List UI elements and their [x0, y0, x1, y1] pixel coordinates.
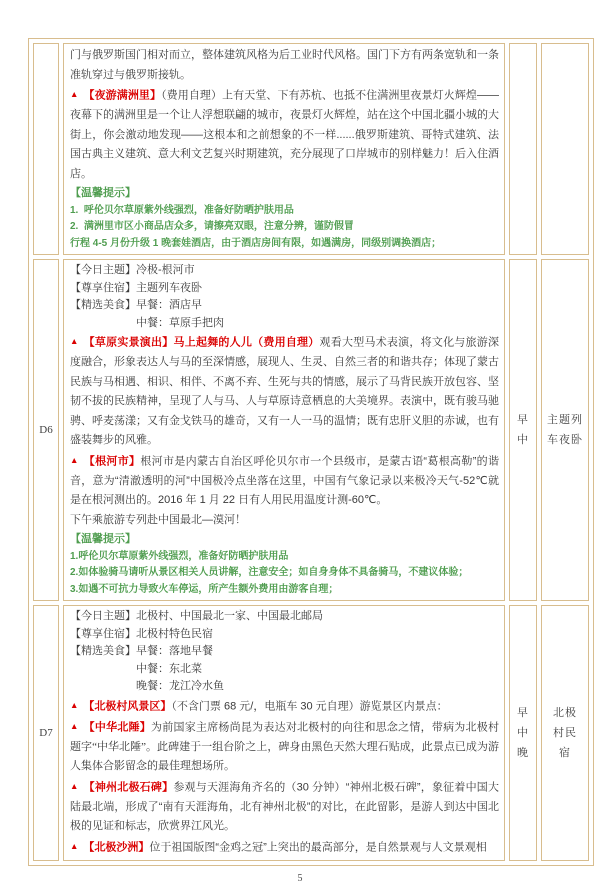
itinerary-paragraph [70, 280, 499, 298]
meals-cell [509, 259, 537, 601]
text-segment: 位于祖国版图“金鸡之冠”上突出的最高部分，是自然景观与人文景观相 [149, 841, 487, 853]
meal-label: 早 [517, 414, 529, 426]
text-segment: 为前国家主席杨尚昆为表达对北极村的向往和思念之情，带病为北极村题字“中华北陲”。此碑建于一组台阶之上，碑身由黑色天然大理石贴成，此景点已成为游人集体合影留念的最佳理想场所。 [70, 721, 499, 772]
itinerary-paragraph [70, 262, 499, 280]
day-cell [33, 605, 59, 861]
itinerary-paragraph [70, 626, 499, 644]
itinerary-row [33, 605, 589, 861]
text-segment: 【北极沙洲】 [83, 841, 150, 853]
red-triangle-icon: ▲ [70, 454, 79, 465]
text-segment: 门与俄罗斯国门相对而立，整体建筑风格为后工业时代风格。国门下方有两条宽轨和一条准轨穿过与俄罗斯接轨。 [70, 49, 499, 81]
text-segment: 行程 4-5 月份升级 1 晚套娃酒店，由于酒店房间有限，如遇满房，同级别调换酒店； [70, 237, 442, 249]
day-label: D7 [39, 726, 53, 739]
text-segment: 【温馨提示】 [70, 187, 136, 199]
red-triangle-icon: ▲ [70, 780, 79, 791]
page-number: 5 [297, 872, 303, 884]
text-segment: 【中华北陲】 [83, 721, 152, 733]
text-segment: 2. 满洲里市区小商品店众多，请擦亮双眼，注意分辨，谨防假冒 [70, 221, 354, 232]
tip-paragraph [70, 531, 499, 547]
tip-paragraph [70, 203, 499, 218]
tip-paragraph [70, 565, 499, 580]
text-segment: 【精选美食】早餐：酒店早 [70, 299, 202, 311]
text-segment: 1. 呼伦贝尔草原紫外线强烈，准备好防晒护肤用品 [70, 204, 294, 216]
itinerary-paragraph [70, 717, 499, 777]
text-segment: 【夜游满洲里】 [83, 89, 162, 102]
text-segment: （不含门票 68 元/，电瓶车 30 元自理）游览景区内景点： [171, 700, 448, 712]
lodging-label: 车夜卧 [547, 434, 583, 446]
meal-label: 中 [517, 434, 529, 446]
tip-paragraph [70, 236, 499, 251]
text-segment: 【根河市】 [83, 455, 141, 467]
itinerary-paragraph [70, 777, 499, 837]
tip-paragraph [70, 582, 499, 597]
itinerary-paragraph [70, 315, 499, 333]
text-segment: 【精选美食】早餐：落地早餐 [70, 645, 213, 657]
tip-paragraph [70, 185, 499, 201]
meal-label: 中 [517, 726, 529, 739]
text-segment: 【尊享住宿】主题列车夜卧 [70, 281, 202, 294]
day-cell [33, 43, 59, 255]
red-triangle-icon: ▲ [70, 336, 79, 346]
text-segment: 中餐：草原手把肉 [136, 316, 224, 329]
text-segment: 【今日主题】北极村、中国最北一家、中国最北邮局 [70, 610, 323, 622]
red-triangle-icon: ▲ [70, 720, 79, 731]
itinerary-row [33, 259, 589, 601]
text-segment: 【神州北极石碑】 [83, 781, 174, 793]
text-segment: 【尊享住宿】北极村特色民宿 [70, 627, 213, 640]
text-segment: 中餐：东北菜 [136, 662, 202, 675]
itinerary-content-cell [63, 259, 505, 601]
meals-cell [509, 43, 537, 255]
text-segment: 观看大型马术表演，将文化与旅游深度融合，形象表达人与马的至深情感，展现人、生灵、自然三者的和谐共存；体现了蒙古民族与马相遇、相识、相伴、不离不弃、生死与共的情感，展示了马背民族开放包容、坚韧不拔的民族精神，呈现了人与马、人与草原诗意栖息的大美境界。表演中，既有骏马驰骋、呼麦荡漾；又有金戈铁马的雄奇，又有一人一马的温情；既有忠肝义胆的赤诚，也有盛装舞步的风雅。 [70, 336, 500, 446]
itinerary-paragraph [70, 608, 499, 626]
text-segment: 2.如体验骑马请听从景区相关人员讲解，注意安全；如自身身体不具备骑马，不建议体验； [70, 567, 469, 578]
meal-label: 晚 [517, 746, 529, 759]
itinerary-paragraph [70, 46, 499, 85]
itinerary-paragraph [70, 451, 499, 511]
lodging-cell [541, 43, 589, 255]
lodging-cell [541, 605, 589, 861]
itinerary-paragraph [70, 511, 499, 531]
itinerary-content-cell [63, 605, 505, 861]
lodging-label: 村民 [553, 726, 577, 739]
red-triangle-icon: ▲ [70, 699, 79, 710]
itinerary-paragraph [70, 837, 499, 858]
text-segment: 下午乘旅游专列赴中国最北—漠河！ [70, 513, 246, 526]
text-segment: 【今日主题】冷极-根河市 [70, 264, 195, 276]
lodging-cell [541, 259, 589, 601]
lodging-label: 宿 [559, 746, 571, 759]
itinerary-table [28, 38, 594, 866]
meals-cell [509, 605, 537, 861]
red-triangle-icon: ▲ [70, 840, 79, 851]
itinerary-paragraph [70, 332, 499, 451]
text-segment: 【北极村风景区】 [83, 700, 172, 712]
text-segment: 参观与天涯海角齐名的（30 分钟）“神州北极石碑”，象征着中国大陆最北端，形成了“南有天涯海角，北有神州北极”的对比，在此留影，是游人到达中国北极的见证和标志，欣赏界江风光。 [70, 781, 499, 832]
red-triangle-icon: ▲ [70, 89, 79, 99]
text-segment: 根河市是内蒙古自治区呼伦贝尔市一个县级市，是蒙古语“葛根高勒”的谐音，意为“清澈透明的河”中国极冷点坐落在这里，中国有气象记录以来极冷天气-52℃就是在根河测出的。2016 年 1 月 22 日有人用民用温度计测-60℃。 [70, 455, 499, 506]
tip-paragraph [70, 549, 499, 564]
tip-paragraph [70, 219, 499, 234]
day-cell [33, 259, 59, 601]
text-segment: （费用自理）上有天堂、下有苏杭、也抵不住满洲里夜景灯火辉煌——夜幕下的满洲里是一个让人浮想联翩的城市，夜景灯火辉煌，站在这个中国北疆小城的大街上，你会激动地发现——这根本和之前想象的不一样......俄罗斯建筑、哥特式建筑、法国古典主义建筑、意大利文艺复兴时期建筑，充分展现了口岸城市的别样魅力！后入住酒店。 [70, 89, 500, 180]
itinerary-paragraph [70, 85, 499, 184]
text-segment: 【草原实景演出】马上起舞的人儿（费用自理） [83, 336, 320, 349]
itinerary-paragraph [70, 643, 499, 661]
text-segment: 【温馨提示】 [70, 533, 136, 545]
text-segment: 1.呼伦贝尔草原紫外线强烈，准备好防晒护肤用品 [70, 550, 289, 562]
day-label: D6 [39, 424, 53, 436]
lodging-label: 主题列 [547, 414, 583, 426]
itinerary-paragraph [70, 696, 499, 717]
meal-label: 早 [517, 706, 529, 719]
lodging-label: 北极 [553, 706, 577, 719]
itinerary-paragraph [70, 297, 499, 315]
text-segment: 3.如遇不可抗力导致火车停运，所产生额外费用由游客自理； [70, 583, 339, 595]
itinerary-content-cell [63, 43, 505, 255]
text-segment: 晚餐：龙江冷水鱼 [136, 680, 224, 692]
itinerary-paragraph [70, 678, 499, 696]
itinerary-paragraph [70, 661, 499, 679]
itinerary-row [33, 43, 589, 255]
